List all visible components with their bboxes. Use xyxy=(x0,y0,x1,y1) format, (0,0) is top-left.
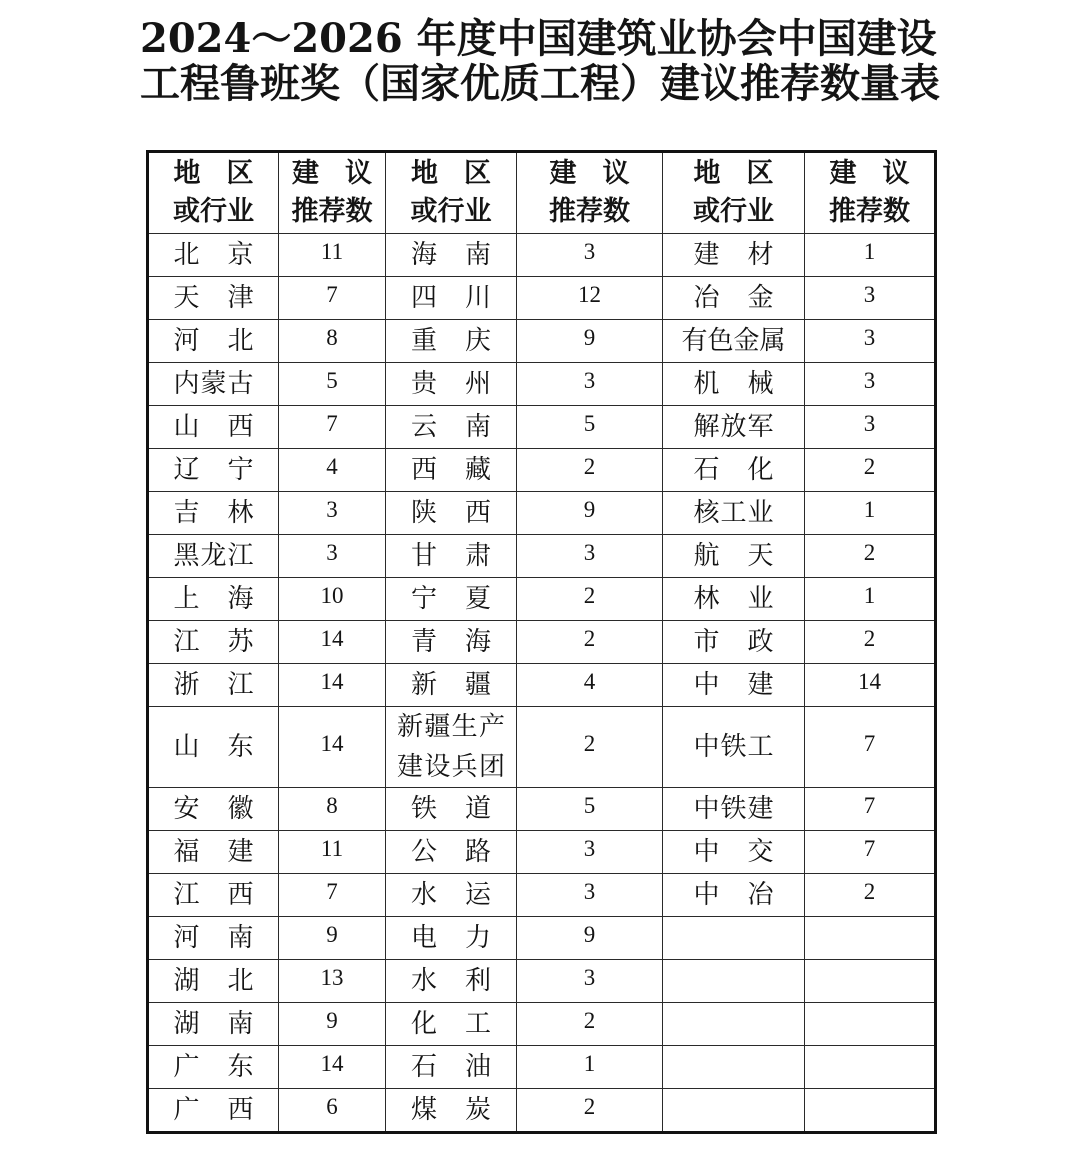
region-or-industry-cell xyxy=(386,1003,517,1046)
recommendation-count: 2 xyxy=(863,879,876,904)
region-or-industry-name: 江 苏 xyxy=(173,627,254,657)
recommendation-count: 12 xyxy=(578,282,601,307)
region-or-industry-cell xyxy=(148,874,279,917)
region-or-industry-cell xyxy=(148,1089,279,1133)
recommendation-count: 8 xyxy=(326,793,338,818)
region-or-industry-cell xyxy=(386,831,517,874)
region-or-industry-cell xyxy=(663,277,805,320)
region-or-industry-cell xyxy=(148,960,279,1003)
recommendation-count-cell xyxy=(279,621,386,664)
region-or-industry-name: 林 业 xyxy=(693,584,774,614)
recommendation-count: 3 xyxy=(863,368,876,393)
recommendation-count-cell xyxy=(805,406,936,449)
region-or-industry-name: 新 疆 xyxy=(411,670,491,700)
header-line xyxy=(149,193,278,231)
recommendation-count-cell xyxy=(517,406,663,449)
table-row xyxy=(148,320,936,363)
header-label: 推荐数 xyxy=(291,196,373,227)
header-label: 地 区 xyxy=(693,158,774,189)
recommendation-count: 3 xyxy=(863,325,876,350)
region-or-industry-name: 湖 南 xyxy=(173,1009,254,1039)
recommendation-count-cell xyxy=(279,277,386,320)
region-or-industry-name: 辽 宁 xyxy=(173,455,254,485)
region-or-industry-name: 市 政 xyxy=(693,627,774,657)
table-row xyxy=(148,1089,936,1133)
recommendation-count: 7 xyxy=(863,836,876,861)
region-or-industry-name: 石 化 xyxy=(693,455,774,485)
region-or-industry-cell xyxy=(663,535,805,578)
region-or-industry-name: 冶 金 xyxy=(693,283,774,313)
recommendation-count: 2 xyxy=(863,540,876,565)
region-or-industry-cell xyxy=(386,707,517,788)
empty-cell xyxy=(805,1003,936,1046)
region-or-industry-cell xyxy=(663,363,805,406)
recommendation-count-cell xyxy=(805,492,936,535)
region-or-industry-name: 电 力 xyxy=(411,923,491,953)
recommendation-count-cell xyxy=(805,664,936,707)
recommendation-count-cell xyxy=(279,917,386,960)
header-cell-region xyxy=(386,152,517,234)
region-or-industry-cell xyxy=(386,535,517,578)
recommendation-count-cell xyxy=(805,874,936,917)
recommendation-count: 1 xyxy=(863,583,876,608)
recommendation-count-cell xyxy=(517,492,663,535)
recommendation-count-cell xyxy=(279,1003,386,1046)
header-line xyxy=(386,193,516,231)
region-or-industry-cell xyxy=(148,831,279,874)
recommendation-count-cell xyxy=(517,1003,663,1046)
region-or-industry-cell xyxy=(148,917,279,960)
recommendation-count: 2 xyxy=(583,1094,596,1119)
region-or-industry-name: 石 油 xyxy=(411,1052,491,1082)
recommendation-count-cell xyxy=(517,788,663,831)
region-or-industry-name: 云 南 xyxy=(411,412,491,442)
recommendation-count-cell xyxy=(279,707,386,788)
empty-cell xyxy=(805,917,936,960)
recommendation-count-cell xyxy=(517,831,663,874)
region-or-industry-name: 宁 夏 xyxy=(411,584,491,614)
region-or-industry-cell xyxy=(663,449,805,492)
recommendation-count: 3 xyxy=(583,239,596,264)
table-row xyxy=(148,492,936,535)
region-or-industry-cell xyxy=(663,492,805,535)
region-or-industry-cell xyxy=(663,234,805,277)
region-or-industry-name: 湖 北 xyxy=(173,966,254,996)
region-or-industry-name: 中铁建 xyxy=(693,794,774,824)
recommendation-count-cell xyxy=(805,578,936,621)
recommendation-count: 3 xyxy=(583,836,596,861)
recommendation-count: 2 xyxy=(583,583,596,608)
region-or-industry-name: 河 北 xyxy=(173,326,254,356)
empty-cell xyxy=(663,917,805,960)
region-or-industry-name: 甘 肃 xyxy=(411,541,491,571)
recommendation-count: 7 xyxy=(326,879,338,904)
title-line-2: 工程鲁班奖（国家优质工程）建议推荐数量表 xyxy=(140,60,940,107)
recommendation-count: 2 xyxy=(583,1008,596,1033)
header-label: 或行业 xyxy=(410,196,492,227)
recommendation-count: 2 xyxy=(583,626,596,651)
region-or-industry-name: 中 建 xyxy=(693,670,774,700)
recommendation-count: 14 xyxy=(858,669,881,694)
recommendation-count-cell xyxy=(805,707,936,788)
recommendation-count-cell xyxy=(805,277,936,320)
recommendation-count-cell xyxy=(805,363,936,406)
region-or-industry-name: 陕 西 xyxy=(411,498,491,528)
recommendation-count-cell xyxy=(805,535,936,578)
header-line xyxy=(279,193,385,231)
recommendation-count: 5 xyxy=(583,411,596,436)
header-line xyxy=(663,155,804,193)
recommendation-count: 2 xyxy=(863,626,876,651)
region-or-industry-cell xyxy=(148,621,279,664)
table-body xyxy=(148,234,936,1133)
header-line xyxy=(517,155,662,193)
recommendation-count-cell xyxy=(805,831,936,874)
recommendation-count-cell xyxy=(279,664,386,707)
recommendation-count-cell xyxy=(279,831,386,874)
recommendation-count: 8 xyxy=(326,325,338,350)
recommendation-count-cell xyxy=(517,960,663,1003)
header-cell-count xyxy=(805,152,936,234)
recommendation-count-cell xyxy=(805,234,936,277)
table-row xyxy=(148,234,936,277)
recommendation-count: 9 xyxy=(583,325,596,350)
recommendation-count-cell xyxy=(279,874,386,917)
region-or-industry-cell xyxy=(663,874,805,917)
empty-cell xyxy=(663,1003,805,1046)
recommendation-count: 13 xyxy=(320,965,344,990)
header-cell-count xyxy=(279,152,386,234)
header-line xyxy=(279,155,385,193)
region-or-industry-name: 海 南 xyxy=(411,240,491,270)
region-or-industry-cell xyxy=(663,707,805,788)
recommendation-count-cell xyxy=(279,449,386,492)
region-or-industry-name: 新疆生产建设兵团 xyxy=(397,712,505,782)
recommendation-count: 7 xyxy=(863,731,876,756)
region-or-industry-name: 北 京 xyxy=(173,240,254,270)
header-row xyxy=(148,152,936,234)
table-row xyxy=(148,831,936,874)
title-line-1: 2024～2026 年度中国建筑业协会中国建设 xyxy=(140,15,937,62)
recommendation-count-cell xyxy=(805,320,936,363)
header-line xyxy=(517,193,662,231)
region-or-industry-cell xyxy=(148,1003,279,1046)
recommendation-count: 14 xyxy=(320,669,344,694)
recommendation-count: 3 xyxy=(863,282,876,307)
recommendation-count-cell xyxy=(279,535,386,578)
recommendation-count-cell xyxy=(279,578,386,621)
recommendation-count: 9 xyxy=(583,922,596,947)
recommendation-count: 10 xyxy=(320,583,344,608)
recommendation-count-cell xyxy=(279,960,386,1003)
region-or-industry-name: 西 藏 xyxy=(411,455,491,485)
region-or-industry-cell xyxy=(663,578,805,621)
region-or-industry-name: 铁 道 xyxy=(411,794,491,824)
recommendation-count: 3 xyxy=(583,540,596,565)
region-or-industry-name: 中 交 xyxy=(693,837,774,867)
region-or-industry-name: 水 利 xyxy=(411,966,491,996)
document-title xyxy=(140,16,940,106)
recommendation-count: 7 xyxy=(863,793,876,818)
region-or-industry-name: 解放军 xyxy=(693,412,774,442)
recommendation-count: 14 xyxy=(320,731,344,756)
region-or-industry-name: 机 械 xyxy=(693,369,774,399)
recommendation-count: 5 xyxy=(583,793,596,818)
table-row xyxy=(148,1046,936,1089)
region-or-industry-name: 核工业 xyxy=(693,498,774,528)
table-row xyxy=(148,535,936,578)
header-label: 地 区 xyxy=(173,158,254,189)
region-or-industry-name: 江 西 xyxy=(173,880,254,910)
recommendation-count: 9 xyxy=(326,1008,338,1033)
header-line xyxy=(805,193,934,231)
region-or-industry-name: 贵 州 xyxy=(411,369,491,399)
recommendation-count: 1 xyxy=(583,1051,596,1076)
table-row xyxy=(148,664,936,707)
table-row xyxy=(148,874,936,917)
header-cell-region xyxy=(663,152,805,234)
region-or-industry-cell xyxy=(148,492,279,535)
header-label: 建 议 xyxy=(292,158,372,189)
region-or-industry-name: 上 海 xyxy=(173,584,254,614)
table-row xyxy=(148,449,936,492)
region-or-industry-cell xyxy=(148,578,279,621)
table-row xyxy=(148,960,936,1003)
recommendation-count-cell xyxy=(517,707,663,788)
header-label: 建 议 xyxy=(829,158,910,189)
region-or-industry-name: 有色金属 xyxy=(681,326,786,356)
recommendation-count-cell xyxy=(805,788,936,831)
region-or-industry-cell xyxy=(148,234,279,277)
table-row xyxy=(148,621,936,664)
header-label: 或行业 xyxy=(693,196,774,227)
region-or-industry-name: 广 西 xyxy=(173,1095,254,1125)
region-or-industry-name: 浙 江 xyxy=(173,670,254,700)
region-or-industry-cell xyxy=(386,788,517,831)
recommendation-count: 3 xyxy=(583,879,596,904)
recommendation-count: 14 xyxy=(320,1051,344,1076)
header-line xyxy=(386,155,516,193)
region-or-industry-cell xyxy=(386,917,517,960)
recommendation-count-cell xyxy=(279,492,386,535)
recommendation-count-cell xyxy=(279,788,386,831)
region-or-industry-cell xyxy=(386,320,517,363)
region-or-industry-cell xyxy=(148,664,279,707)
table-row xyxy=(148,917,936,960)
table-row xyxy=(148,788,936,831)
recommendation-count-cell xyxy=(279,406,386,449)
recommendation-count-cell xyxy=(279,1089,386,1133)
region-or-industry-cell xyxy=(663,320,805,363)
region-or-industry-cell xyxy=(386,1046,517,1089)
region-or-industry-cell xyxy=(148,535,279,578)
region-or-industry-cell xyxy=(148,320,279,363)
header-label: 建 议 xyxy=(549,158,630,189)
region-or-industry-cell xyxy=(386,664,517,707)
recommendation-count: 5 xyxy=(326,368,338,393)
recommendation-quota-table xyxy=(146,150,937,1134)
recommendation-count: 9 xyxy=(326,922,338,947)
region-or-industry-name: 航 天 xyxy=(693,541,774,571)
region-or-industry-cell xyxy=(386,621,517,664)
table-row xyxy=(148,363,936,406)
empty-cell xyxy=(663,960,805,1003)
recommendation-count: 7 xyxy=(326,282,338,307)
header-cell-region xyxy=(148,152,279,234)
header-label: 推荐数 xyxy=(549,196,630,227)
recommendation-count-cell xyxy=(279,234,386,277)
region-or-industry-name: 内蒙古 xyxy=(173,369,254,399)
empty-cell xyxy=(663,1089,805,1133)
region-or-industry-cell xyxy=(386,406,517,449)
region-or-industry-name: 黑龙江 xyxy=(173,541,254,571)
region-or-industry-cell xyxy=(386,1089,517,1133)
table-header xyxy=(148,152,936,234)
region-or-industry-name: 中 冶 xyxy=(693,880,774,910)
header-line xyxy=(805,155,934,193)
header-label: 地 区 xyxy=(411,158,491,189)
region-or-industry-cell xyxy=(148,406,279,449)
recommendation-count-cell xyxy=(517,449,663,492)
recommendation-count-cell xyxy=(517,917,663,960)
region-or-industry-name: 山 东 xyxy=(173,732,254,762)
recommendation-count-cell xyxy=(805,621,936,664)
region-or-industry-name: 煤 炭 xyxy=(411,1095,491,1125)
recommendation-count: 3 xyxy=(583,368,596,393)
recommendation-count: 2 xyxy=(583,454,596,479)
region-or-industry-cell xyxy=(386,363,517,406)
region-or-industry-name: 吉 林 xyxy=(173,498,254,528)
recommendation-count-cell xyxy=(279,363,386,406)
recommendation-count: 11 xyxy=(320,239,344,264)
recommendation-count: 3 xyxy=(583,965,596,990)
recommendation-count: 3 xyxy=(326,540,338,565)
recommendation-count-cell xyxy=(517,1046,663,1089)
region-or-industry-name: 化 工 xyxy=(411,1009,491,1039)
region-or-industry-cell xyxy=(386,277,517,320)
header-label: 推荐数 xyxy=(829,196,910,227)
recommendation-count: 9 xyxy=(583,497,596,522)
empty-cell xyxy=(805,1089,936,1133)
recommendation-count-cell xyxy=(805,449,936,492)
region-or-industry-name: 建 材 xyxy=(693,240,774,270)
recommendation-count-cell xyxy=(517,874,663,917)
region-or-industry-name: 福 建 xyxy=(173,837,254,867)
region-or-industry-cell xyxy=(386,874,517,917)
region-or-industry-name: 天 津 xyxy=(173,283,254,313)
region-or-industry-name: 河 南 xyxy=(173,923,254,953)
recommendation-count: 7 xyxy=(326,411,338,436)
header-cell-count xyxy=(517,152,663,234)
recommendation-count-cell xyxy=(517,234,663,277)
region-or-industry-cell xyxy=(663,406,805,449)
region-or-industry-cell xyxy=(148,707,279,788)
table-row xyxy=(148,707,936,788)
recommendation-count: 14 xyxy=(320,626,344,651)
region-or-industry-cell xyxy=(148,788,279,831)
recommendation-count-cell xyxy=(279,320,386,363)
table-row xyxy=(148,406,936,449)
recommendation-count-cell xyxy=(517,363,663,406)
region-or-industry-name: 中铁工 xyxy=(693,732,774,762)
region-or-industry-cell xyxy=(663,621,805,664)
recommendation-count: 2 xyxy=(583,731,596,756)
region-or-industry-cell xyxy=(148,277,279,320)
region-or-industry-name: 水 运 xyxy=(411,880,491,910)
recommendation-count-cell xyxy=(517,320,663,363)
recommendation-count: 6 xyxy=(326,1094,338,1119)
header-label: 或行业 xyxy=(173,196,254,227)
region-or-industry-cell xyxy=(148,363,279,406)
region-or-industry-cell xyxy=(386,960,517,1003)
region-or-industry-cell xyxy=(386,578,517,621)
region-or-industry-cell xyxy=(386,234,517,277)
recommendation-count: 4 xyxy=(326,454,338,479)
region-or-industry-name: 安 徽 xyxy=(173,794,254,824)
region-or-industry-name: 公 路 xyxy=(411,837,491,867)
recommendation-count-cell xyxy=(517,1089,663,1133)
region-or-industry-name: 四 川 xyxy=(411,283,491,313)
recommendation-count-cell xyxy=(279,1046,386,1089)
region-or-industry-cell xyxy=(663,831,805,874)
region-or-industry-cell xyxy=(148,449,279,492)
header-line xyxy=(149,155,278,193)
region-or-industry-cell xyxy=(386,492,517,535)
region-or-industry-cell xyxy=(663,664,805,707)
recommendation-count: 11 xyxy=(320,836,344,861)
empty-cell xyxy=(805,1046,936,1089)
recommendation-count-cell xyxy=(517,277,663,320)
table-row xyxy=(148,578,936,621)
recommendation-count: 1 xyxy=(863,239,876,264)
recommendation-count-cell xyxy=(517,578,663,621)
region-or-industry-name: 山 西 xyxy=(173,412,254,442)
recommendation-count-cell xyxy=(517,621,663,664)
empty-cell xyxy=(663,1046,805,1089)
region-or-industry-name: 重 庆 xyxy=(411,326,491,356)
region-or-industry-cell xyxy=(386,449,517,492)
table-row xyxy=(148,1003,936,1046)
recommendation-count: 3 xyxy=(863,411,876,436)
recommendation-count-cell xyxy=(517,664,663,707)
recommendation-count: 1 xyxy=(863,497,876,522)
table-row xyxy=(148,277,936,320)
recommendation-count: 4 xyxy=(583,669,596,694)
recommendation-count: 3 xyxy=(326,497,338,522)
region-or-industry-cell xyxy=(663,788,805,831)
empty-cell xyxy=(805,960,936,1003)
region-or-industry-name: 广 东 xyxy=(173,1052,254,1082)
header-line xyxy=(663,193,804,231)
recommendation-count-cell xyxy=(517,535,663,578)
region-or-industry-cell xyxy=(148,1046,279,1089)
region-or-industry-name: 青 海 xyxy=(411,627,491,657)
recommendation-count: 2 xyxy=(863,454,876,479)
